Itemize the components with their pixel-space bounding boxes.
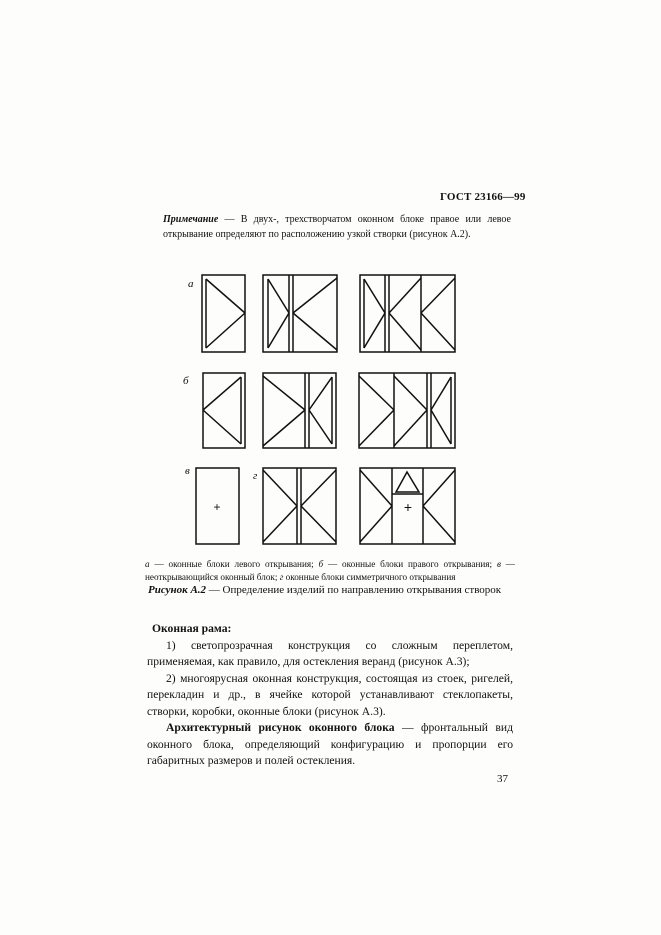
row-label-a: а: [188, 278, 194, 290]
term-architectural: Архитектурный рисунок оконного блока: [166, 721, 395, 734]
term-architectural-text: — фронтальный вид оконного блока, определяющий конфигурацию и пропорции его габаритных размеров и полей остекления.: [147, 721, 514, 767]
row-label-b: б: [183, 375, 189, 387]
caption-label: Рисунок А.2: [148, 584, 207, 596]
standard-code: ГОСТ 23166—99: [440, 191, 526, 203]
definition-item-2: 2) многоярусная оконная конструкция, состоящая из стоек, ригелей, перекладин и др., в ячейке которой устанавливают стеклопакеты, створки, коробки, оконные блоки (рисунок А.3).: [147, 671, 513, 718]
definition-architectural: [147, 720, 513, 770]
window-b1-single-right: [203, 373, 245, 448]
window-a1-single-left: [202, 275, 245, 352]
legend-g-text: оконные блоки симметричного открывания: [283, 572, 456, 582]
fixed-mark: +: [213, 500, 221, 514]
legend-a-letter: а: [145, 559, 150, 569]
legend-b-letter: б: [318, 559, 324, 569]
row-label-g: г: [253, 470, 258, 482]
window-b3-triple-right: [359, 373, 455, 448]
window-a3-triple-left: [360, 275, 455, 352]
note-text: — В двух-, трехстворчатом оконном блоке правое или левое открывание определяют по расположению узкой створки (рисунок А.2).: [163, 214, 511, 240]
window-b2-double-right: [263, 373, 336, 448]
caption-text: — Определение изделий по направлению открывания створок: [206, 584, 502, 596]
page-number: 37: [497, 773, 508, 785]
legend-b-text: — оконные блоки правого открывания;: [323, 559, 497, 569]
legend-a-text: — оконные блоки левого открывания;: [149, 559, 319, 569]
term-title: Оконная рама:: [152, 622, 232, 635]
legend-g-letter: г: [279, 572, 284, 582]
window-a2-double-left: [263, 275, 337, 352]
figure-caption: [148, 584, 501, 596]
window-g1-double-symmetric: [263, 468, 336, 544]
figure-legend: [145, 558, 515, 584]
definition-item-1: 1) светопрозрачная конструкция со сложным переплетом, применяемая, как правило, для остекления веранд (рисунок А.3);: [147, 638, 513, 668]
note-label: Примечание: [163, 214, 219, 225]
legend-v-letter: в: [496, 559, 501, 569]
definition-block: [147, 621, 513, 770]
row-label-v: в: [185, 465, 190, 477]
fixed-mark-center: +: [403, 499, 413, 515]
legend-v-text: — неоткрывающийся оконный блок;: [145, 559, 515, 582]
